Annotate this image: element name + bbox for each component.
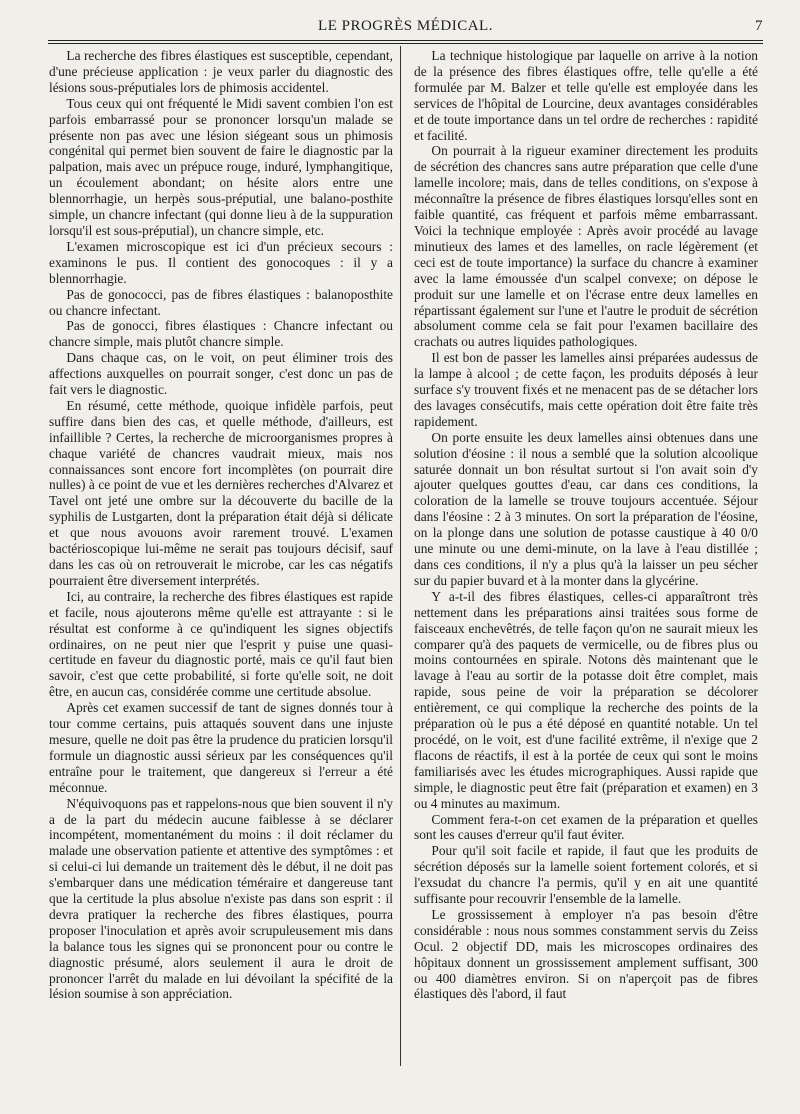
paragraph: On pourrait à la rigueur examiner directement les produits de sécrétion des chancres sans autre préparation que celle d'une lamelle incolore; mais, dans de telles conditions, on s'expose à méconnaître la présence de fibres élastiques lorsqu'elles sont en faible quantité, cas fréquent et parfois même embarrassant. Voici la technique employée : Après avoir procédé au lavage minutieux des lames et des lamelles, on racle légèrement (et ceci est de toute importance) la surface du chancre à examiner avec la lame émoussée d'un scalpel convexe; on dépose le produit sur une lamelle et on l'écrase entre deux lamelles en répartissant également sur l'une et l'autre le produit de sécrétion absolument comme cela se fait pour l'examen bacillaire des crachats ou autres liquides pathologiques. [414, 143, 758, 350]
paragraph: N'équivoquons pas et rappelons-nous que bien souvent il n'y a de la part du médecin aucune faiblesse à se déclarer incompétent, momentanément du moins : il doit réclamer du malade une observation patiente et attentive des symptômes : et si celui-ci lui demande un traitement dès le début, il ne doit pas s'embarquer dans une médication téméraire et dangereuse tant que la certitude la plus absolue n'existe pas dans son esprit : il devra pratiquer la recherche des fibres élastiques, pourra proposer l'inoculation et après avoir scrupuleusement mis dans la balance tous les signes qui se prononcent pour ou contre le diagnostic présumé, alors seulement il aura le droit de prononcer l'arrêt du malade en lui dévoilant la spécifité de la lésion soumise à son appréciation. [49, 795, 393, 1002]
paragraph: Comment fera-t-on cet examen de la préparation et quelles sont les causes d'erreur qu'il faut éviter. [414, 811, 758, 843]
right-column [414, 48, 758, 1002]
paragraph: L'examen microscopique est ici d'un précieux secours : examinons le pus. Il contient des gonocoques : il y a blennorrhagie. [49, 238, 393, 286]
header-rule-thin [48, 43, 763, 44]
paragraph: Pas de gonocci, fibres élastiques : Chancre infectant ou chancre simple, mais plutôt chancre simple. [49, 318, 393, 350]
paragraph: Après cet examen successif de tant de signes donnés tour à tour comme certains, puis attaqués souvent dans une injuste mesure, quelle ne doit pas être la prudence du praticien lorsqu'il formule un diagnostic aussi sérieux par les conséquences qu'il entraîne pour le traitement, que dangereux si l'erreur a été méconnue. [49, 700, 393, 795]
left-column [49, 48, 393, 1002]
paragraph: La technique histologique par laquelle on arrive à la notion de la présence des fibres élastiques offre, telle qu'elle a été formulée par M. Balzer et telle qu'elle est employée dans les services de l'hôpital de Lourcine, deux avantages considérables et de toute importance dans un tel ordre de recherches : rapidité et facilité. [414, 48, 758, 143]
header-rule [48, 40, 763, 41]
paragraph: Pas de gonococci, pas de fibres élastiques : balanoposthite ou chancre infectant. [49, 286, 393, 318]
paragraph: Y a-t-il des fibres élastiques, celles-ci apparaîtront très nettement dans les préparations ainsi traitées sous forme de faisceaux enchevêtrés, de telle façon qu'on ne saurait mieux les comparer qu'à des paquets de vermicelle, ou de fibres plus ou moins contournées en spirale. Notons dès maintenant que le lavage à l'eau au sortir de la potasse doit être complet, mais rapide, sous peine de voir la préparation se décolorer entièrement, ce qui complique la recherche des points de la préparation où le pus a été déposé en quantité notable. Un tel procédé, on le voit, est d'une facilité extrême, il n'exige que 2 flacons de réactifs, il est à la portée de ceux qui sont le moins familiarisés avec les études micrographiques. Aussi rapide que simple, le diagnostic peut être fait (préparation et examen) en 3 ou 4 minutes au maximum. [414, 588, 758, 811]
journal-title: LE PROGRÈS MÉDICAL. [318, 18, 493, 34]
column-divider [400, 46, 401, 1066]
paragraph: Pour qu'il soit facile et rapide, il faut que les produits de sécrétion déposés sur la lamelle soient fortement colorés, et si l'exsudat du chancre l'a permis, qu'il y en ait une quantité suffisante pour recouvrir l'ensemble de la lamelle. [414, 843, 758, 907]
page-number: 7 [755, 18, 763, 34]
page-header [48, 18, 763, 38]
paragraph: On porte ensuite les deux lamelles ainsi obtenues dans une solution d'éosine : il nous a semblé que la solution alcoolique saturée donnait un bon résultat surtout si l'on avait soin d'y ajouter quelques gouttes d'eau, car dans ces conditions, la coloration de la lamelle se trouve toujours accentuée. Séjour dans l'éosine : 2 à 3 minutes. On sort la préparation de l'éosine, on la plonge dans une solution de potasse caustique à 40 0/0 une minute ou une demi-minute, on la lave à l'eau distillée ; dans ces conditions, il n'y a plus qu'à la laisser un peu sécher sur du papier buvard et à la monter dans la glycérine. [414, 429, 758, 588]
paragraph: En résumé, cette méthode, quoique infidèle parfois, peut suffire dans bien des cas, et quelle méthode, d'ailleurs, est infaillible ? Certes, la recherche de microorganismes propres à chaque variété de chancres vaudrait mieux, mais nos connaissances sont encore fort incomplètes (on pourrait dire nulles) à ce point de vue et les dernières recherches d'Alvarez et Tavel ont jeté une ombre sur la découverte du bacille de la syphilis de Lustgarten, dont la préparation était déjà si délicate et que nous avouons avoir rarement trouvé. L'examen bactérioscopique lui-même ne serait pas toujours décisif, sauf dans les cas où on retrouverait le microbe, car les cas négatifs pourraient être diversement interprétés. [49, 397, 393, 588]
paragraph: Il est bon de passer les lamelles ainsi préparées audessus de la lampe à alcool ; de cette façon, les produits déposés à leur surface s'y trouvent fixés et ne menacent pas de se détacher lors des lavages consécutifs, mais cette opération doit être faite très rapidement. [414, 350, 758, 429]
paragraph: Tous ceux qui ont fréquenté le Midi savent combien l'on est parfois embarrassé pour se prononcer lorsqu'un malade se présente non pas avec une lésion siégeant sous un phimosis congénital qui permet bien souvent de faire le diagnostic par la palpation, mais avec un prépuce rouge, induré, lymphangitique, un écoulement abondant; on hésite alors entre une blennorrhagie, un herpès sous-préputial, une balano-posthite simple, un chancre infectant (qui donne lieu à de la suppuration lorsqu'il est sous-préputial), un chancre simple, etc. [49, 95, 393, 238]
paragraph: Le grossissement à employer n'a pas besoin d'être considérable : nous nous sommes constamment servis du Zeiss Ocul. 2 objectif DD, mais les microscopes ordinaires des hôpitaux donnent un grossissement amplement suffisant, 300 ou 400 diamètres environ. Si on n'aperçoit pas de fibres élastiques dès l'abord, il faut [414, 906, 758, 1002]
paragraph: Dans chaque cas, on le voit, on peut éliminer trois des affections auxquelles on pourrait songer, c'est donc un pas de fait vers le diagnostic. [49, 350, 393, 398]
paragraph: Ici, au contraire, la recherche des fibres élastiques est rapide et facile, nous ajouterons même qu'elle est attrayante : si le résultat est conforme à ce qu'indiquent les signes objectifs ordinaires, on ne peut nier que l'esprit y puise une quasi-certitude en faveur du diagnostic porté, mais ce qu'il faut bien savoir, c'est que cette probabilité, si forte qu'elle soit, ne doit être, en aucun cas, considérée comme une certitude absolue. [49, 588, 393, 700]
paragraph: La recherche des fibres élastiques est susceptible, cependant, d'une précieuse application : je veux parler du diagnostic des lésions sous-préputiales lors de phimosis accidentel. [49, 48, 393, 95]
